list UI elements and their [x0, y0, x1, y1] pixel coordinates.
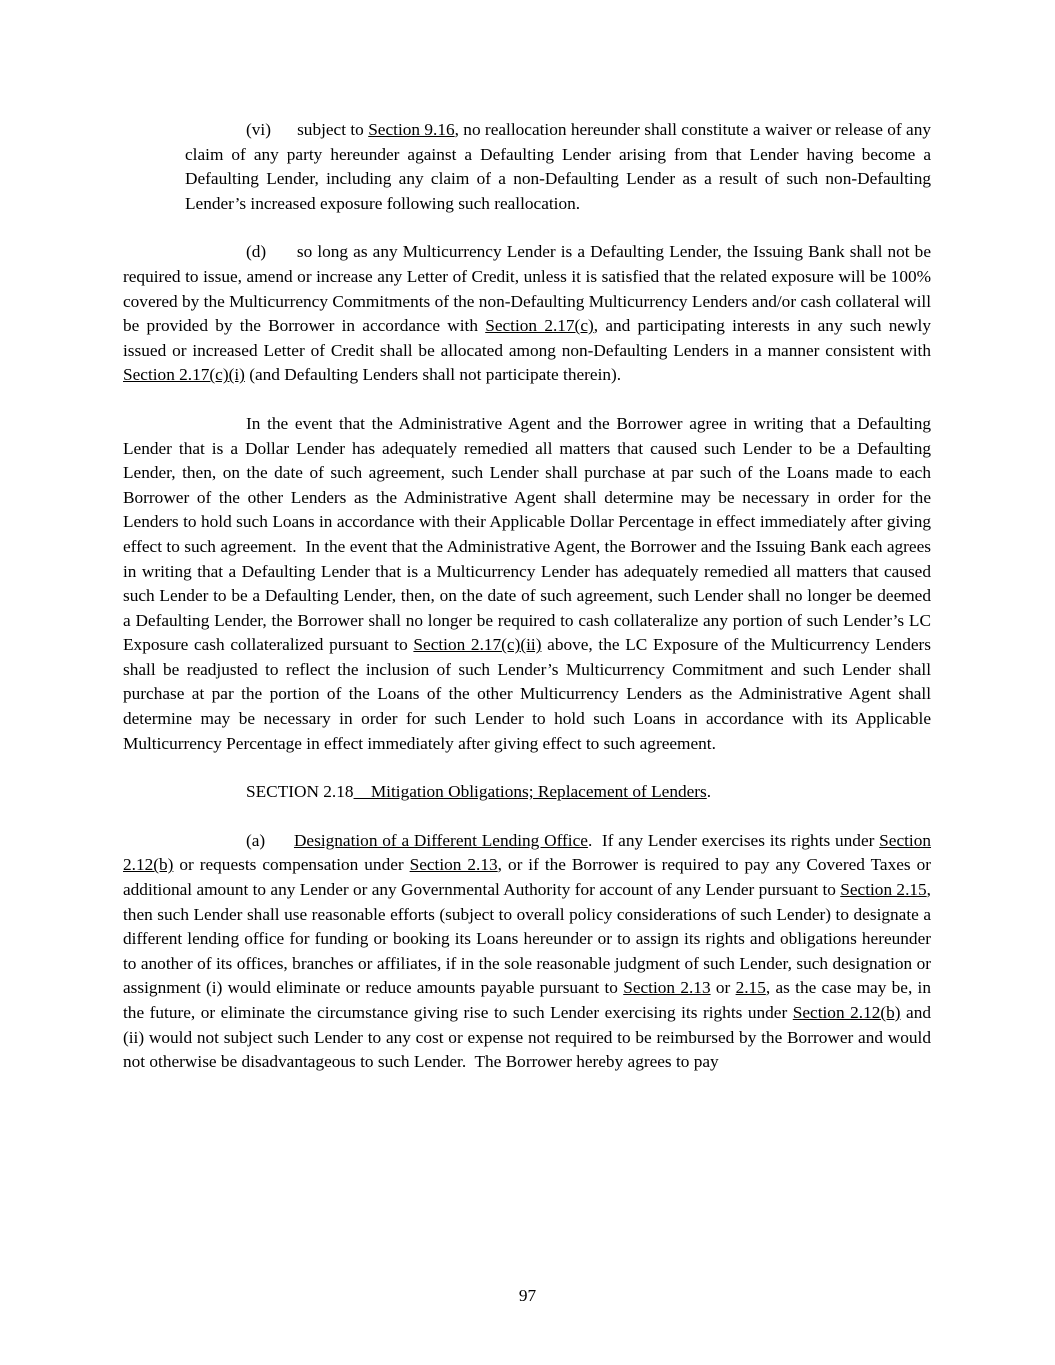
underlined-reference: Section 2.12(b) — [792, 1003, 901, 1022]
underlined-reference: Section 2.15 — [840, 880, 927, 900]
underlined-reference: Section 2.17(c)(ii) — [413, 635, 542, 655]
text-run: or — [710, 978, 736, 998]
text-run: , then such Lender shall use reasonable efforts (subject to overall policy considerations of such Lender) to designate a different lending office for funding or booking its Loans hereunder or to assign its rights and obligations hereunder to another of its offices, branches or affiliates, if in the sole reasonable judgment of such Lender, such designation or assignment (i) would eliminate or reduce amounts payable pursuant to — [123, 880, 931, 998]
text-run: , no reallocation hereunder shall constitute a waiver or release of any claim of any party hereunder against a Defaulting Lender arising from that Lender having become a Defaulting Lender, including any claim of a non-Defaulting Lender as a result of such non-Defaulting Lender’s increased exposure following such reallocation. — [185, 120, 931, 213]
text-run: In the event that the Administrative Agent and the Borrower agree in writing that a Defaulting Lender that is a Dollar Lender has adequately remedied all matters that caused such Lender to be a Defaulting Lender, then, on the date of such agreement, such Lender shall purchase at par such of the Loans made to each Borrower of the other Lenders as the Administrative Agent shall determine may be necessary in order for the Lenders to hold such Loans in accordance with their Applicable Dollar Percentage in effect immediately after giving effect to such agreement. In the event that the Administrative Agent, the Borrower and the Issuing Bank each agrees in writing that a Defaulting Lender that is a Multicurrency Lender has adequately remedied all matters that caused such Lender to be a Defaulting Lender, then, on the date of such agreement, such Lender shall no longer be deemed a Defaulting Lender, the Borrower shall no longer be required to cash collateralize any portion of such Lender’s LC Exposure cash collateralized pursuant to — [123, 413, 931, 655]
underlined-reference: 2.15 — [735, 978, 766, 998]
text-run: (and Defaulting Lenders shall not participate therein). — [244, 365, 622, 385]
section-2-18-heading — [123, 780, 931, 805]
clause-vi-paragraph — [185, 118, 931, 216]
text-run: (a) — [246, 830, 294, 850]
text-run: or requests compensation under — [173, 855, 410, 875]
clause-d-paragraph — [123, 240, 931, 388]
text-run: , and participating interests in any such newly issued or increased Letter of Credit shall be allocated among non-Defaulting Lenders in a manner consistent with — [123, 316, 931, 360]
text-run: (d) so long as any Multicurrency Lender is a Defaulting Lender, the Issuing Bank shall not be required to issue, amend or increase any Letter of Credit, unless it is satisfied that the related exposure will be 100% covered by the Multicurrency Commitments of the non-Defaulting Multicurrency Lenders and/or cash collateral will be provided by the Borrower in accordance with — [123, 242, 931, 336]
underlined-reference: Mitigation Obligations; Replacement of Lenders — [353, 782, 707, 802]
underlined-reference: Section 2.17(c) — [485, 316, 594, 336]
text-run: , as the case may be, in the future, or eliminate the circumstance giving rise to such Lender exercising its rights under — [123, 978, 932, 1022]
underlined-reference: Section 2.17(c)(i) — [123, 365, 245, 385]
remedy-paragraph — [123, 412, 931, 756]
page-number: 97 — [518, 1286, 537, 1306]
clause-a-paragraph — [123, 829, 931, 1075]
text-run: (vi) subject to — [246, 120, 369, 139]
text-run: and (ii) would not subject such Lender to any cost or expense not required to be reimbursed by the Borrower and would not otherwise be disadvantageous to such Lender. The Borrower hereby agrees to pay — [123, 1003, 931, 1072]
text-run: SECTION 2.18 — [246, 782, 354, 802]
underlined-reference: Section 2.13 — [409, 855, 498, 875]
underlined-reference: Designation of a Different Lending Office — [293, 830, 588, 850]
text-run: . — [706, 782, 712, 802]
underlined-reference: Section 2.13 — [623, 978, 711, 998]
underlined-reference: Section 2.12(b) — [123, 830, 932, 875]
text-run: . If any Lender exercises its rights under — [587, 830, 880, 850]
text-run: , or if the Borrower is required to pay any Covered Taxes or additional amount to any Lender or any Governmental Authority for account of any Lender pursuant to — [123, 855, 931, 900]
text-run: above, the LC Exposure of the Multicurrency Lenders shall be readjusted to reflect the inclusion of such Lender’s Multicurrency Commitment and such Lender shall purchase at par the portion of the Loans of the other Multicurrency Lenders as the Administrative Agent shall determine may be necessary in order for such Lender to hold such Loans in accordance with its Applicable Multicurrency Percentage in effect immediately after giving effect to such agreement. — [123, 635, 931, 753]
underlined-reference: Section 9.16 — [368, 120, 455, 139]
